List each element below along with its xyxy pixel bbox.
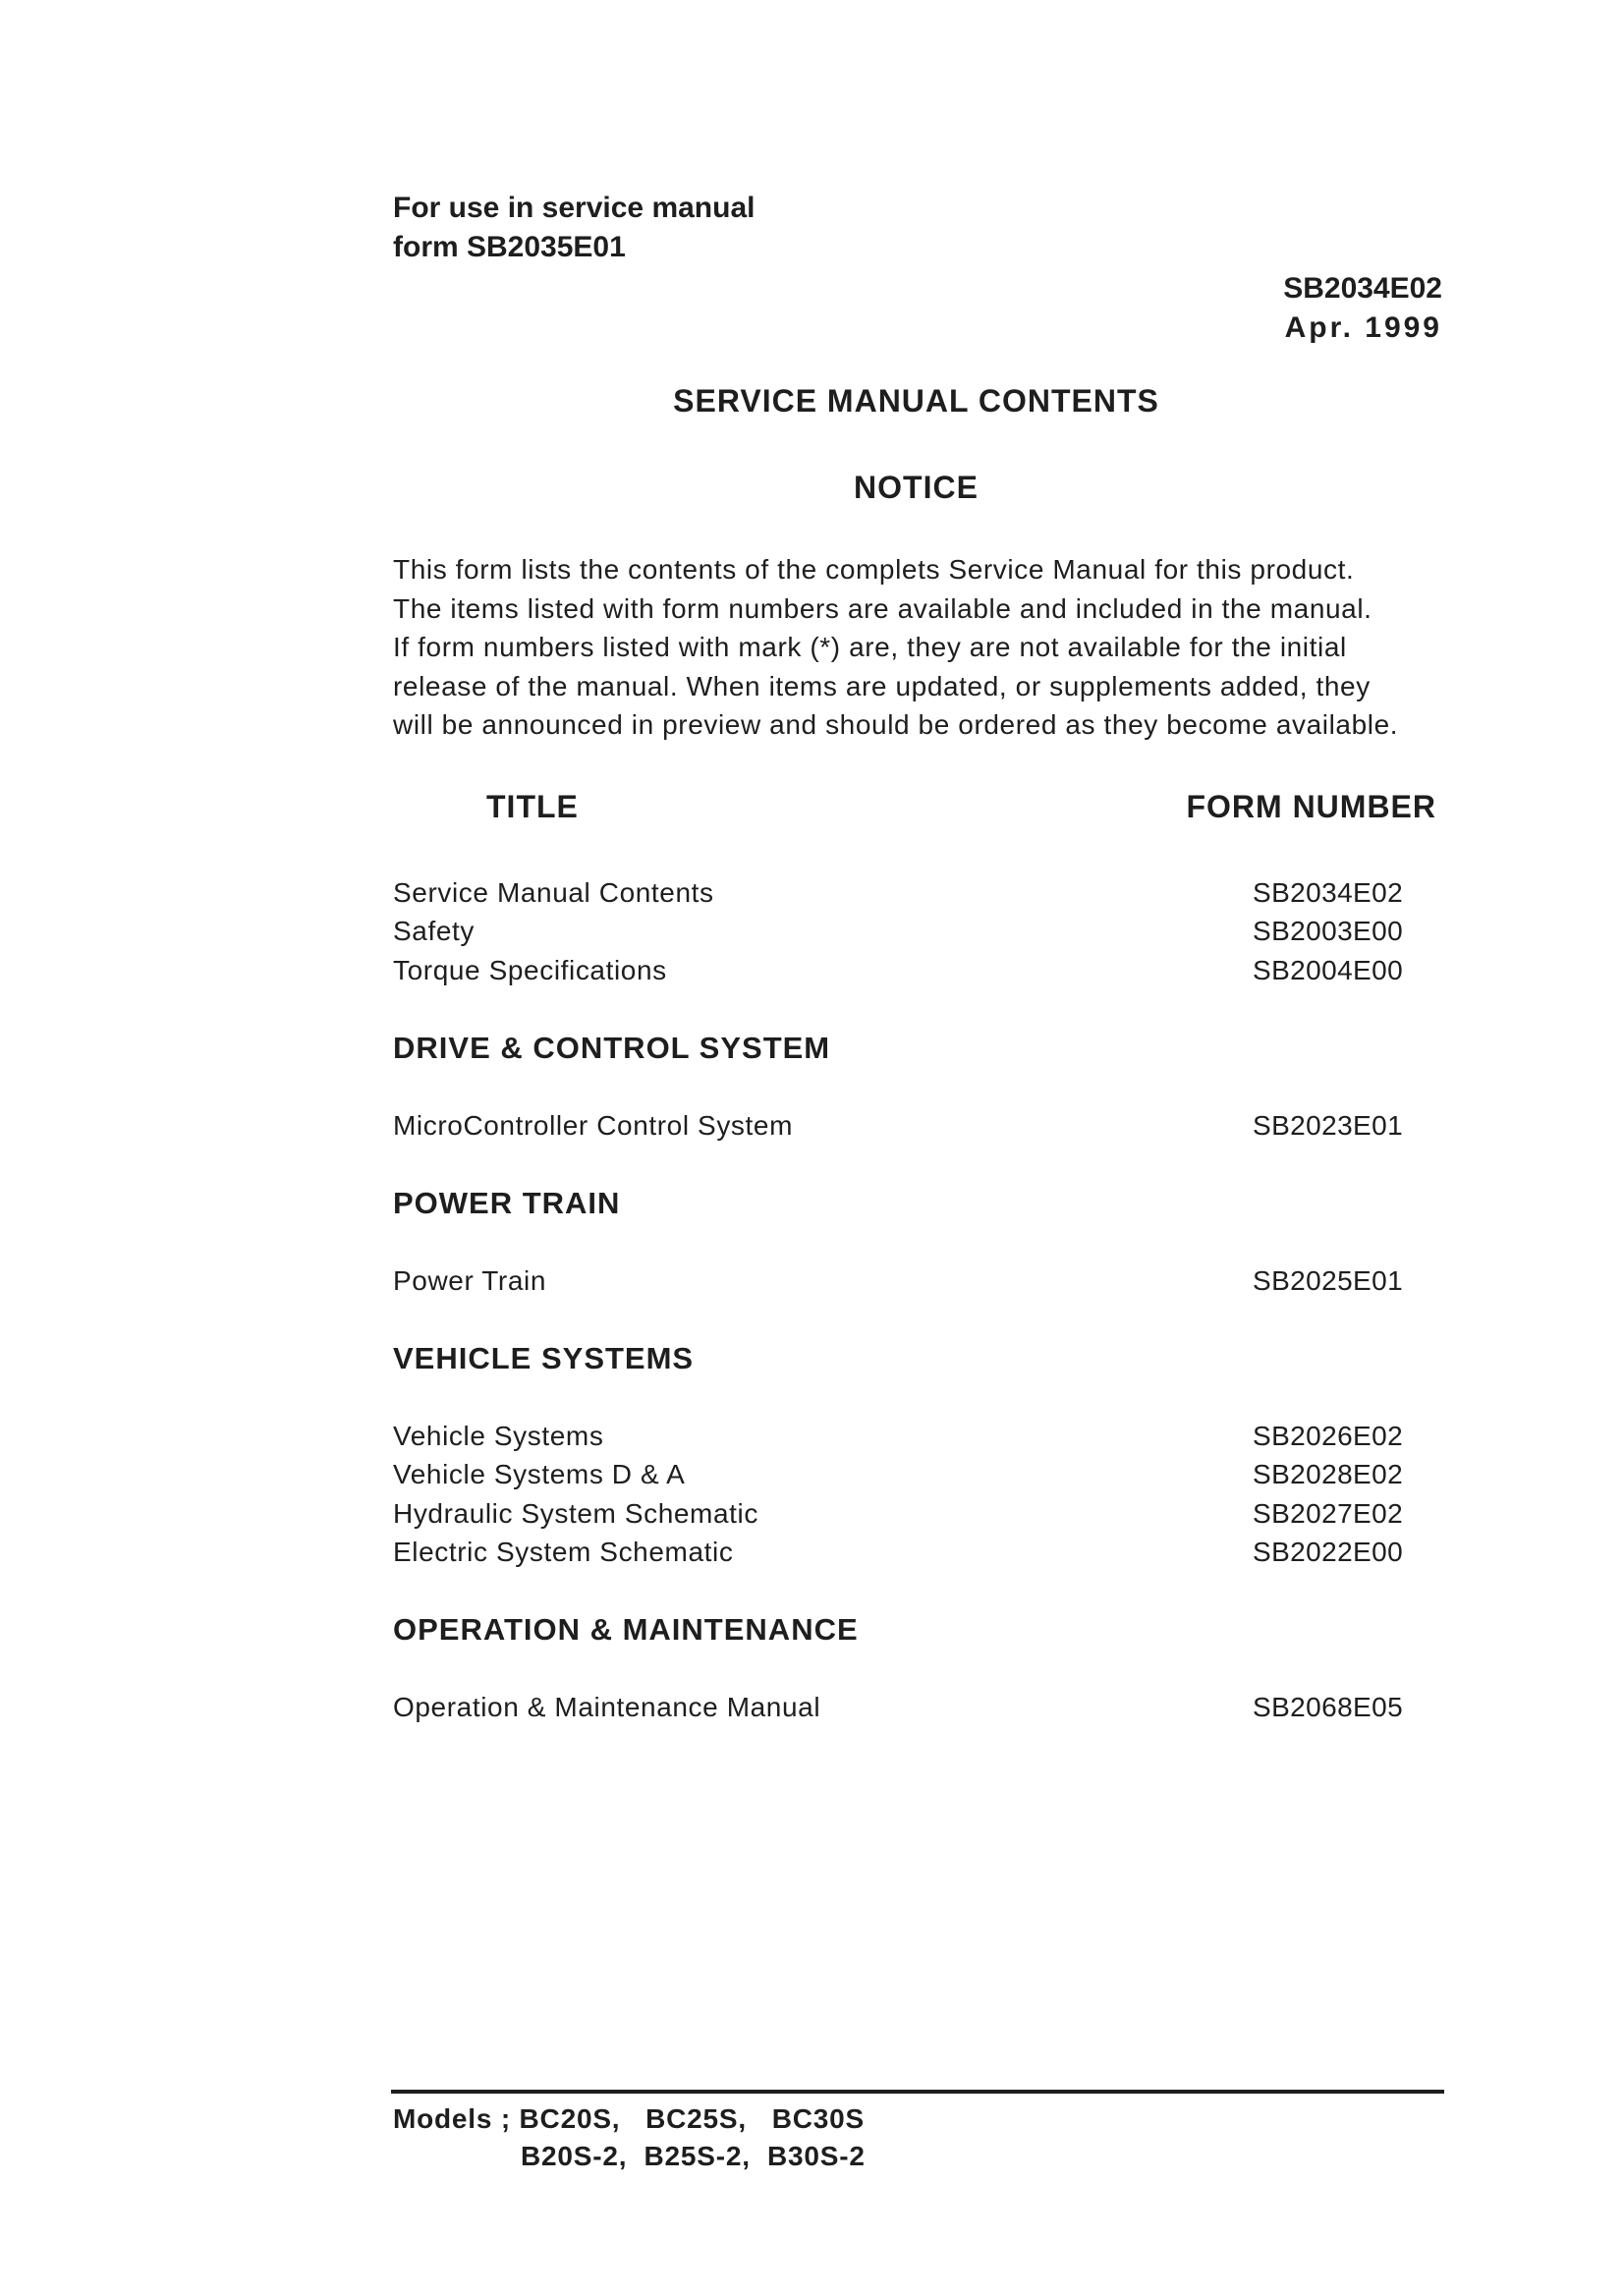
section-heading: OPERATION & MAINTENANCE bbox=[393, 1612, 859, 1647]
contents-row-title: Vehicle Systems D & A bbox=[393, 1459, 686, 1489]
contents-row-title: Service Manual Contents bbox=[393, 877, 714, 908]
notice-line: If form numbers listed with mark (*) are, they are not available for the initial bbox=[393, 632, 1347, 663]
notice-paragraph bbox=[393, 550, 1454, 745]
footer-divider bbox=[391, 2090, 1444, 2094]
document-date: Apr. 1999 bbox=[1284, 311, 1442, 344]
contents-row-form-number: SB2004E00 bbox=[1253, 955, 1404, 985]
document-id-block bbox=[1179, 269, 1442, 348]
notice-line: will be announced in preview and should be ordered as they become available. bbox=[393, 709, 1399, 741]
page-title: SERVICE MANUAL CONTENTS bbox=[673, 383, 1159, 419]
contents-row-form-number: SB2027E02 bbox=[1253, 1498, 1404, 1529]
contents-row-title: Torque Specifications bbox=[393, 955, 667, 985]
notice-heading: NOTICE bbox=[854, 470, 979, 505]
contents-row-form-number: SB2023E01 bbox=[1253, 1110, 1404, 1141]
contents-row-form-number: SB2034E02 bbox=[1253, 877, 1404, 908]
contents-row-title: Safety bbox=[393, 916, 475, 946]
contents-row-title: Power Train bbox=[393, 1265, 546, 1296]
reference-line-2: form SB2035E01 bbox=[393, 231, 626, 263]
document-form-number: SB2034E02 bbox=[1283, 272, 1442, 305]
notice-line: This form lists the contents of the complets Service Manual for this product. bbox=[393, 554, 1355, 585]
contents-row-form-number: SB2022E00 bbox=[1253, 1537, 1404, 1567]
contents-row-title: Hydraulic System Schematic bbox=[393, 1498, 758, 1529]
models-line-1: Models ; BC20S, BC25S, BC30S bbox=[393, 2103, 865, 2134]
column-header-form-number: FORM NUMBER bbox=[1186, 789, 1436, 824]
notice-line: release of the manual. When items are updated, or supplements added, they bbox=[393, 670, 1371, 701]
contents-row-form-number: SB2026E02 bbox=[1253, 1421, 1404, 1451]
contents-row-form-number: SB2068E05 bbox=[1253, 1692, 1404, 1722]
contents-row-title: MicroController Control System bbox=[393, 1110, 793, 1141]
contents-row-form-number: SB2025E01 bbox=[1253, 1265, 1404, 1296]
column-header-title: TITLE bbox=[486, 789, 579, 824]
contents-row-form-number: SB2028E02 bbox=[1253, 1459, 1404, 1489]
contents-row-title: Electric System Schematic bbox=[393, 1537, 734, 1567]
section-heading: VEHICLE SYSTEMS bbox=[393, 1341, 695, 1375]
reference-line-1: For use in service manual bbox=[393, 192, 756, 224]
models-line-2: B20S-2, B25S-2, B30S-2 bbox=[521, 2141, 866, 2171]
contents-row-title: Operation & Maintenance Manual bbox=[393, 1692, 821, 1722]
models-list bbox=[393, 2100, 866, 2175]
service-manual-reference bbox=[393, 189, 755, 267]
section-heading: DRIVE & CONTROL SYSTEM bbox=[393, 1031, 831, 1065]
notice-line: The items listed with form numbers are available and included in the manual. bbox=[393, 592, 1372, 624]
section-heading: POWER TRAIN bbox=[393, 1186, 621, 1220]
contents-row-title: Vehicle Systems bbox=[393, 1421, 604, 1451]
contents-row-form-number: SB2003E00 bbox=[1253, 916, 1404, 946]
